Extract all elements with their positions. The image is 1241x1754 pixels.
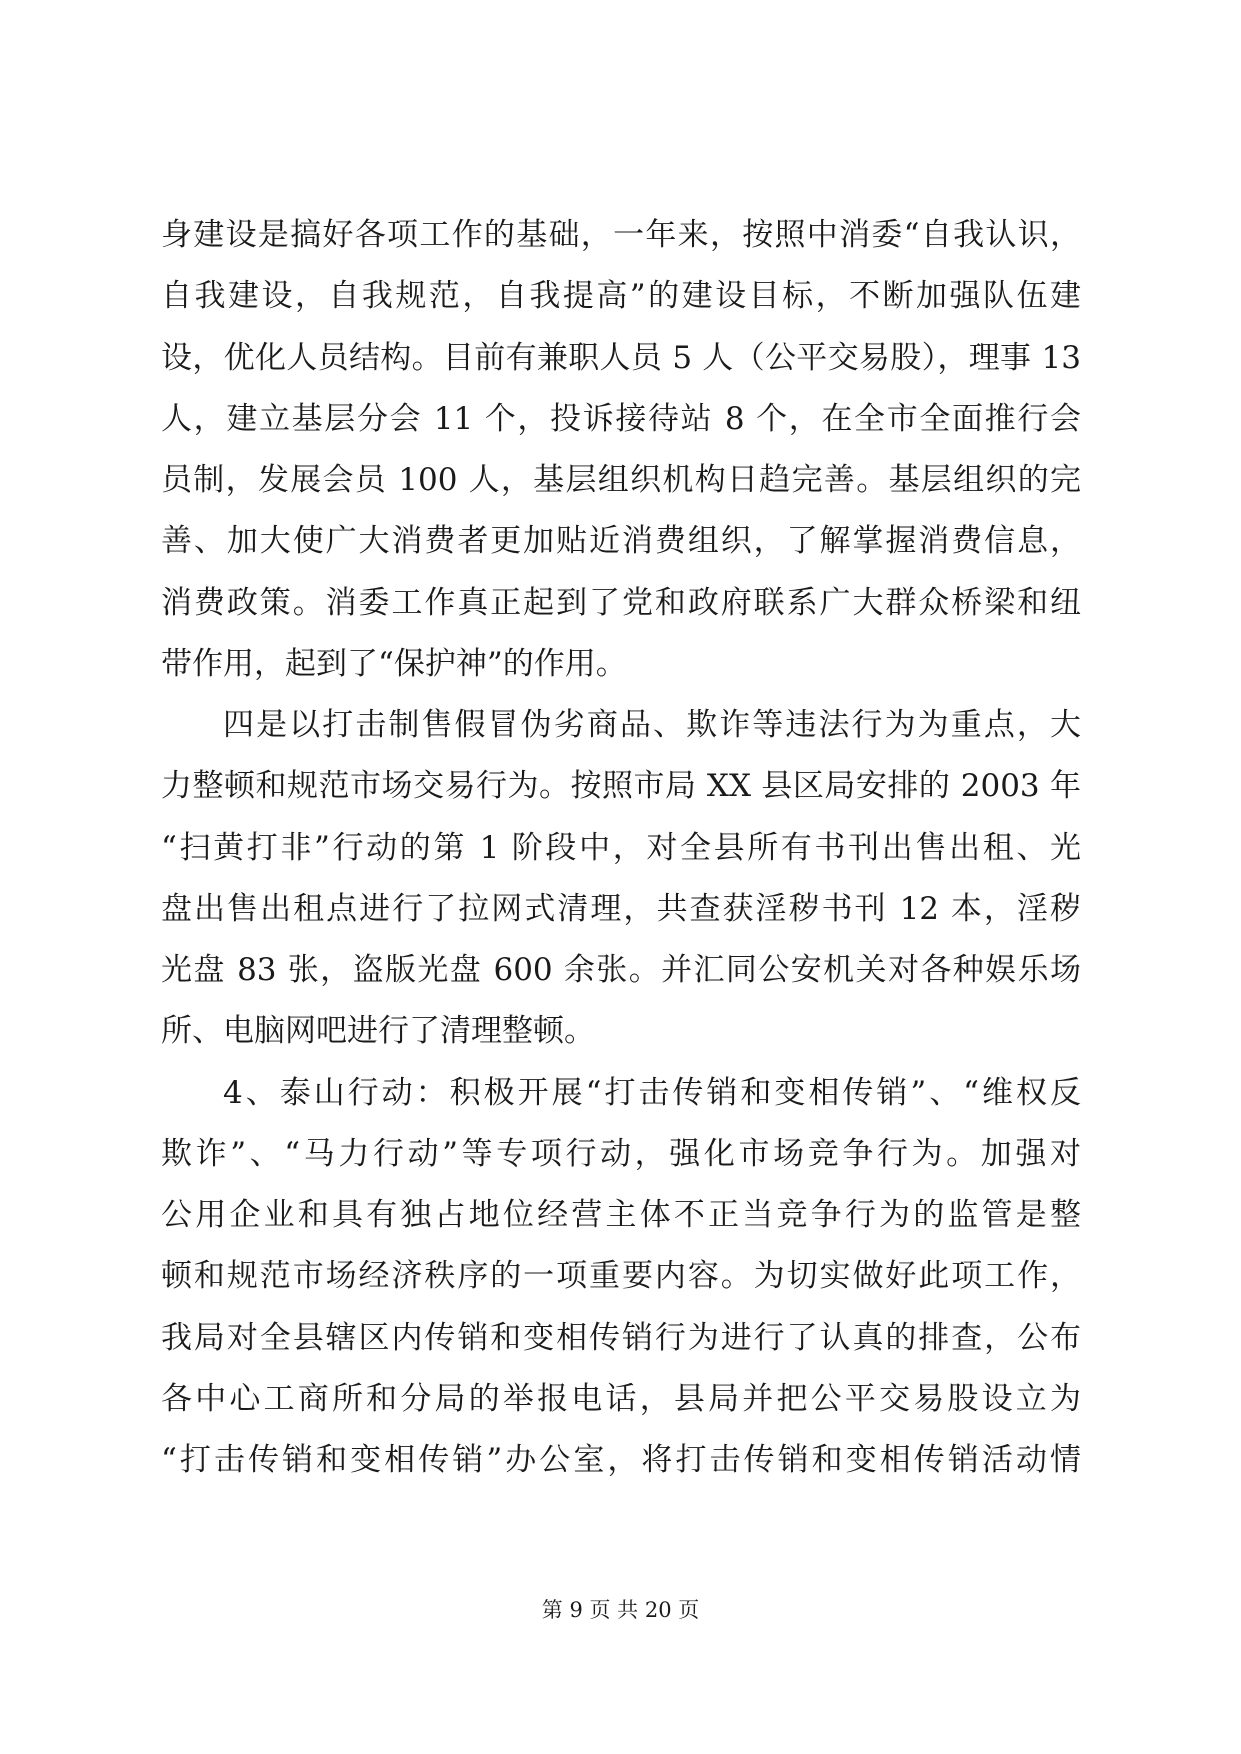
document-body <box>161 205 1081 1491</box>
text-line: 公用企业和具有独占地位经营主体不正当竞争行为的监管是整 <box>161 1197 1081 1233</box>
text-line: 力整顿和规范市场交易行为。按照市局 XX 县区局安排的 2003 年 <box>161 768 1081 805</box>
text-line: 各中心工商所和分局的举报电话，县局并把公平交易股设立为 <box>161 1380 1081 1417</box>
text-line: 员制，发展会员 100 人，基层组织机构日趋完善。基层组织的完 <box>161 462 1081 498</box>
text-line: 带作用，起到了“保护神”的作用。 <box>161 645 627 682</box>
text-line: 光盘 83 张，盗版光盘 600 余张。并汇同公安机关对各种娱乐场 <box>161 952 1081 988</box>
page-number-footer: 第 9 页 共 20 页 <box>541 1598 700 1622</box>
text-line: “扫黄打非”行动的第 1 阶段中，对全县所有书刊出售出租、光 <box>161 829 1081 866</box>
text-line: 顿和规范市场经济秩序的一项重要内容。为切实做好此项工作， <box>161 1258 1081 1295</box>
paragraph <box>161 1063 1081 1492</box>
text-line: 设，优化人员结构。目前有兼职人员 5 人（公平交易股），理事 13 <box>161 339 1081 376</box>
text-line: 善、加大使广大消费者更加贴近消费组织，了解掌握消费信息， <box>161 523 1081 560</box>
text-line: 我局对全县辖区内传销和变相传销行为进行了认真的排查，公布 <box>161 1319 1081 1356</box>
text-line: 欺诈”、“马力行动”等专项行动，强化市场竞争行为。加强对 <box>161 1135 1081 1172</box>
text-line: 所、电脑网吧进行了清理整顿。 <box>161 1013 595 1050</box>
paragraph <box>161 695 1081 1063</box>
text-line: 人，建立基层分会 11 个，投诉接待站 8 个，在全市全面推行会 <box>161 400 1081 437</box>
text-line: 身建设是搞好各项工作的基础，一年来，按照中消委“自我认识， <box>161 217 1081 253</box>
text-line: 消费政策。消委工作真正起到了党和政府联系广大群众桥梁和纽 <box>161 584 1081 621</box>
text-line: 盘出售出租点进行了拉网式清理，共查获淫秽书刊 12 本，淫秽 <box>161 890 1081 927</box>
paragraph <box>161 205 1081 695</box>
text-line: 四是以打击制售假冒伪劣商品、欺诈等违法行为为重点，大 <box>223 707 1081 743</box>
text-line: 4、泰山行动：积极开展“打击传销和变相传销”、“维权反 <box>223 1074 1081 1111</box>
text-line: 自我建设，自我规范，自我提高”的建设目标，不断加强队伍建 <box>161 278 1081 315</box>
text-line: “打击传销和变相传销”办公室，将打击传销和变相传销活动情 <box>161 1442 1081 1478</box>
